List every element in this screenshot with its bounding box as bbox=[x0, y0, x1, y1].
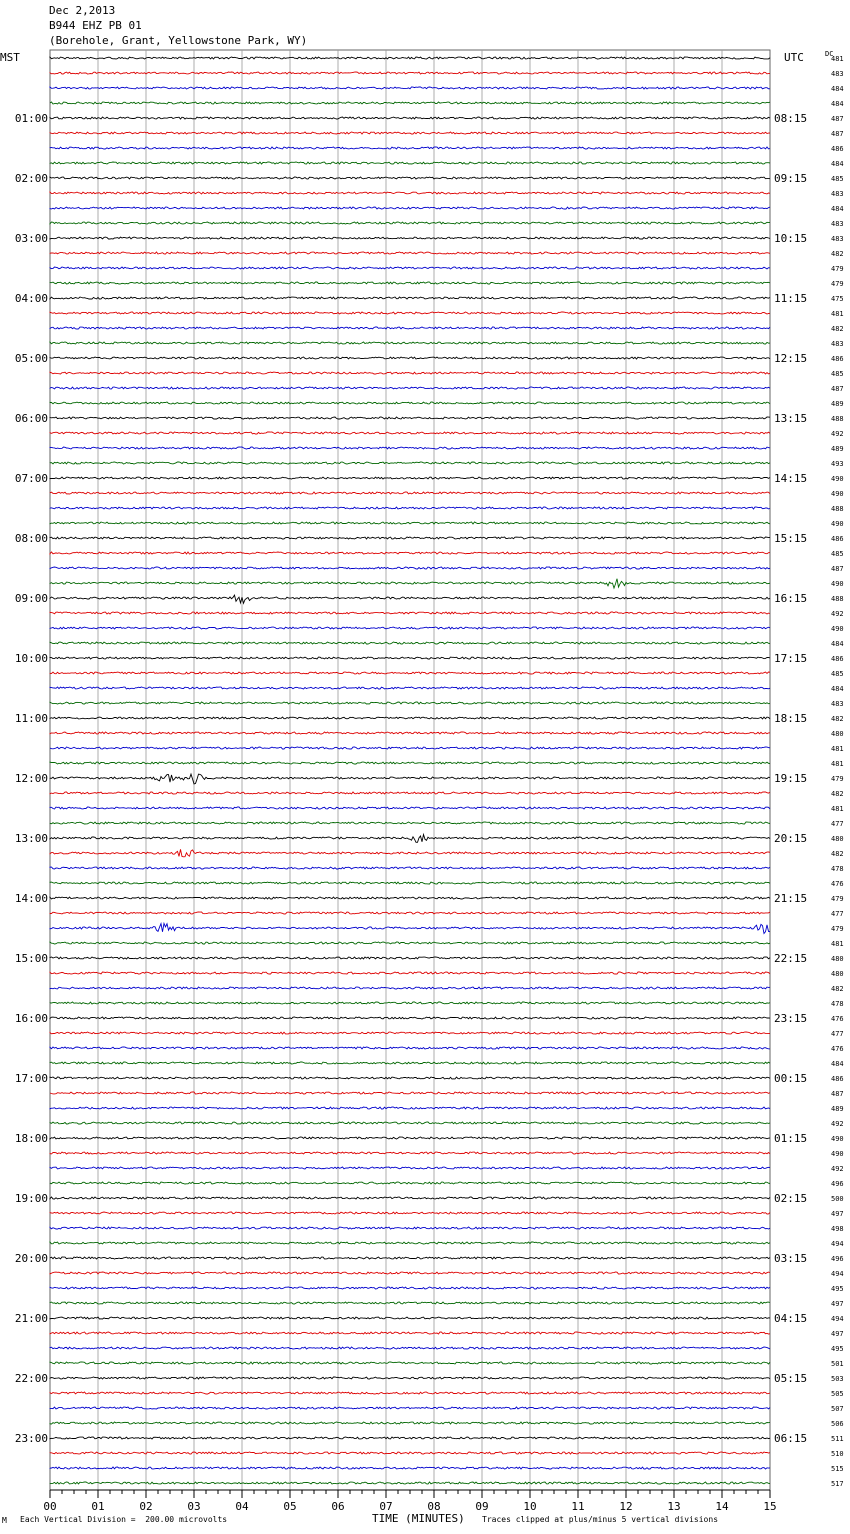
seismic-trace bbox=[50, 1122, 770, 1124]
x-tick-label: 02 bbox=[139, 1500, 153, 1513]
mst-hour-label: 08:00 bbox=[14, 532, 48, 545]
dc-offset-label: 492 bbox=[831, 1120, 844, 1128]
seismic-trace bbox=[50, 774, 770, 784]
seismic-trace bbox=[50, 177, 770, 179]
utc-hour-label: 22:15 bbox=[774, 952, 808, 965]
dc-offset-label: 477 bbox=[831, 820, 844, 828]
seismic-trace bbox=[50, 1377, 770, 1379]
mst-hour-label: 11:00 bbox=[14, 712, 48, 725]
dc-offset-label: 495 bbox=[831, 1345, 844, 1353]
dc-offset-label: 481 bbox=[831, 760, 844, 768]
mst-hour-label: 06:00 bbox=[14, 412, 48, 425]
dc-offset-label: 486 bbox=[831, 655, 844, 663]
dc-offset-label: 485 bbox=[831, 550, 844, 558]
mst-hour-label: 12:00 bbox=[14, 772, 48, 785]
seismic-trace bbox=[50, 882, 770, 884]
seismic-trace bbox=[50, 1407, 770, 1409]
x-tick-label: 05 bbox=[283, 1500, 297, 1513]
dc-offset-label: 495 bbox=[831, 1285, 844, 1293]
dc-offset-label: 507 bbox=[831, 1405, 844, 1413]
utc-hour-label: 23:15 bbox=[774, 1012, 808, 1025]
mst-hour-label: 02:00 bbox=[14, 172, 48, 185]
dc-offset-label: 506 bbox=[831, 1420, 844, 1428]
dc-offset-label: 501 bbox=[831, 1360, 844, 1368]
dc-offset-label: 484 bbox=[831, 100, 844, 108]
x-tick-label: 13 bbox=[667, 1500, 681, 1513]
dc-offset-label: 497 bbox=[831, 1210, 844, 1218]
dc-offset-label: 476 bbox=[831, 880, 844, 888]
mst-hour-label: 18:00 bbox=[14, 1132, 48, 1145]
dc-offset-label: 492 bbox=[831, 430, 844, 438]
station-code: B944 EHZ PB 01 bbox=[49, 19, 142, 32]
dc-offset-label: 484 bbox=[831, 640, 844, 648]
seismic-trace bbox=[50, 102, 770, 104]
dc-offset-label: 479 bbox=[831, 895, 844, 903]
dc-offset-label: 490 bbox=[831, 490, 844, 498]
dc-offset-label: 478 bbox=[831, 1000, 844, 1008]
x-tick-label: 00 bbox=[43, 1500, 57, 1513]
dc-offset-label: 476 bbox=[831, 1045, 844, 1053]
seismic-trace bbox=[50, 717, 770, 719]
seismic-trace bbox=[50, 1137, 770, 1139]
utc-hour-label: 02:15 bbox=[774, 1192, 808, 1205]
dc-offset-label: 486 bbox=[831, 535, 844, 543]
dc-offset-label: 493 bbox=[831, 460, 844, 468]
seismic-trace bbox=[50, 897, 770, 899]
dc-offset-label: 483 bbox=[831, 235, 844, 243]
seismic-trace bbox=[50, 642, 770, 644]
seismic-trace bbox=[50, 1467, 770, 1469]
dc-offset-label: 488 bbox=[831, 505, 844, 513]
dc-offset-label: 496 bbox=[831, 1255, 844, 1263]
seismic-trace bbox=[50, 672, 770, 674]
dc-offset-label: 489 bbox=[831, 1105, 844, 1113]
seismic-trace bbox=[50, 1332, 770, 1334]
seismic-trace bbox=[50, 342, 770, 344]
seismic-trace bbox=[50, 1317, 770, 1319]
dc-offset-label: 505 bbox=[831, 1390, 844, 1398]
seismic-trace bbox=[50, 1452, 770, 1454]
seismic-trace bbox=[50, 612, 770, 614]
x-tick-label: 11 bbox=[571, 1500, 585, 1513]
dc-offset-label: 498 bbox=[831, 1225, 844, 1233]
mst-hour-label: 17:00 bbox=[14, 1072, 48, 1085]
dc-offset-label: 486 bbox=[831, 145, 844, 153]
seismic-trace bbox=[50, 372, 770, 374]
dc-offset-label: 484 bbox=[831, 205, 844, 213]
dc-offset-label: 494 bbox=[831, 1240, 844, 1248]
clip-note: Traces clipped at plus/minus 5 vertical divisions bbox=[482, 1515, 719, 1524]
mst-hour-label: 10:00 bbox=[14, 652, 48, 665]
utc-hour-label: 17:15 bbox=[774, 652, 808, 665]
grid-layer bbox=[50, 50, 770, 1490]
seismic-trace bbox=[50, 1092, 770, 1094]
dc-offset-label: 487 bbox=[831, 115, 844, 123]
seismic-trace bbox=[50, 87, 770, 89]
utc-hour-label: 06:15 bbox=[774, 1432, 808, 1445]
seismic-trace bbox=[50, 1107, 770, 1109]
x-tick-label: 08 bbox=[427, 1500, 441, 1513]
x-tick-label: 12 bbox=[619, 1500, 633, 1513]
mst-hour-label: 19:00 bbox=[14, 1192, 48, 1205]
dc-offset-label: 500 bbox=[831, 1195, 844, 1203]
seismic-trace bbox=[50, 1062, 770, 1064]
dc-offset-label: 484 bbox=[831, 1060, 844, 1068]
dc-offset-label: 497 bbox=[831, 1300, 844, 1308]
x-tick-label: 04 bbox=[235, 1500, 249, 1513]
seismic-trace bbox=[50, 1167, 770, 1169]
seismic-trace bbox=[50, 822, 770, 824]
seismic-trace bbox=[50, 579, 770, 588]
seismic-trace bbox=[50, 732, 770, 734]
dc-offset-label: 489 bbox=[831, 445, 844, 453]
dc-offset-label: 486 bbox=[831, 355, 844, 363]
mst-hour-label: 03:00 bbox=[14, 232, 48, 245]
dc-offset-label: 484 bbox=[831, 85, 844, 93]
dc-offset-label: 482 bbox=[831, 790, 844, 798]
seismic-trace bbox=[50, 849, 770, 856]
utc-hour-label: 10:15 bbox=[774, 232, 808, 245]
seismic-trace bbox=[50, 1257, 770, 1259]
dc-offset-label: 490 bbox=[831, 475, 844, 483]
utc-hour-label: 13:15 bbox=[774, 412, 808, 425]
seismic-trace bbox=[50, 1047, 770, 1049]
x-tick-label: 09 bbox=[475, 1500, 489, 1513]
dc-offset-label: 480 bbox=[831, 955, 844, 963]
dc-offset-label: 483 bbox=[831, 340, 844, 348]
mst-hour-label: 15:00 bbox=[14, 952, 48, 965]
seismic-trace bbox=[50, 1227, 770, 1229]
dc-offset-label: 492 bbox=[831, 1165, 844, 1173]
seismic-trace bbox=[50, 627, 770, 629]
dc-offset-label: 479 bbox=[831, 280, 844, 288]
mst-hour-label: 14:00 bbox=[14, 892, 48, 905]
mst-hour-label: 09:00 bbox=[14, 592, 48, 605]
dc-offset-label: 487 bbox=[831, 130, 844, 138]
dc-offset-label: 481 bbox=[831, 310, 844, 318]
utc-hour-label: 16:15 bbox=[774, 592, 808, 605]
dc-offset-label: 480 bbox=[831, 835, 844, 843]
seismic-trace bbox=[50, 1212, 770, 1214]
seismic-trace bbox=[50, 522, 770, 524]
seismic-trace bbox=[50, 1302, 770, 1304]
dc-header-label: DC bbox=[825, 50, 834, 58]
dc-offset-label: 503 bbox=[831, 1375, 844, 1383]
dc-offset-label: 487 bbox=[831, 1090, 844, 1098]
mst-hour-label: 05:00 bbox=[14, 352, 48, 365]
dc-offset-label: 490 bbox=[831, 1135, 844, 1143]
axis-layer bbox=[43, 1490, 776, 1513]
seismic-trace bbox=[50, 942, 770, 944]
seismic-trace bbox=[50, 417, 770, 419]
x-tick-label: 01 bbox=[91, 1500, 105, 1513]
dc-offset-label: 494 bbox=[831, 1315, 844, 1323]
utc-hour-label: 20:15 bbox=[774, 832, 808, 845]
seismic-trace bbox=[50, 492, 770, 494]
dc-offset-label: 481 bbox=[831, 805, 844, 813]
dc-offset-label: 479 bbox=[831, 265, 844, 273]
seismic-trace bbox=[50, 1077, 770, 1079]
dc-offset-label: 475 bbox=[831, 295, 844, 303]
dc-offset-label: 490 bbox=[831, 1150, 844, 1158]
dc-offset-label: 483 bbox=[831, 220, 844, 228]
mst-hour-label: 23:00 bbox=[14, 1432, 48, 1445]
station-location: (Borehole, Grant, Yellowstone Park, WY) bbox=[49, 34, 308, 47]
plot-frame bbox=[50, 50, 770, 1490]
mst-label: MST bbox=[0, 51, 20, 64]
seismic-trace bbox=[50, 567, 770, 569]
dc-offset-label: 494 bbox=[831, 1270, 844, 1278]
dc-offset-label: 487 bbox=[831, 565, 844, 573]
dc-offset-label: 517 bbox=[831, 1480, 844, 1488]
mst-hour-label: 20:00 bbox=[14, 1252, 48, 1265]
seismic-trace bbox=[50, 222, 770, 224]
dc-offset-label: 515 bbox=[831, 1465, 844, 1473]
dc-offset-label: 492 bbox=[831, 610, 844, 618]
dc-offset-label: 482 bbox=[831, 325, 844, 333]
seismic-trace bbox=[50, 312, 770, 314]
seismic-trace bbox=[50, 1032, 770, 1034]
dc-offset-label: 485 bbox=[831, 670, 844, 678]
seismic-trace bbox=[50, 1152, 770, 1154]
seismic-trace bbox=[50, 1437, 770, 1439]
dc-offset-label: 482 bbox=[831, 715, 844, 723]
utc-hour-label: 21:15 bbox=[774, 892, 808, 905]
scale-note: Each Vertical Division = 200.00 microvolts bbox=[20, 1515, 228, 1524]
utc-hour-label: 04:15 bbox=[774, 1312, 808, 1325]
x-tick-label: 03 bbox=[187, 1500, 201, 1513]
x-tick-label: 10 bbox=[523, 1500, 537, 1513]
dc-offset-label: 485 bbox=[831, 370, 844, 378]
seismic-trace bbox=[50, 447, 770, 449]
seismic-trace bbox=[50, 507, 770, 509]
chart-date: Dec 2,2013 bbox=[49, 4, 116, 17]
utc-hour-label: 19:15 bbox=[774, 772, 808, 785]
dc-offset-label: 497 bbox=[831, 1330, 844, 1338]
utc-hour-label: 18:15 bbox=[774, 712, 808, 725]
seismic-trace bbox=[50, 972, 770, 974]
dc-offset-label: 490 bbox=[831, 580, 844, 588]
dc-offset-label: 511 bbox=[831, 1435, 844, 1443]
seismic-trace bbox=[50, 1272, 770, 1274]
dc-offset-label: 484 bbox=[831, 160, 844, 168]
seismic-trace bbox=[50, 537, 770, 539]
seismic-trace bbox=[50, 147, 770, 149]
dc-offset-label: 479 bbox=[831, 775, 844, 783]
utc-hour-label: 12:15 bbox=[774, 352, 808, 365]
x-tick-label: 14 bbox=[715, 1500, 729, 1513]
dc-offset-label: 477 bbox=[831, 910, 844, 918]
dc-offset-label: 496 bbox=[831, 1180, 844, 1188]
seismic-trace bbox=[50, 987, 770, 989]
trace-layer bbox=[50, 57, 770, 1484]
dc-offset-label: 480 bbox=[831, 730, 844, 738]
dc-offset-label: 490 bbox=[831, 625, 844, 633]
seismic-trace bbox=[50, 657, 770, 659]
dc-offset-label: 487 bbox=[831, 385, 844, 393]
utc-hour-label: 00:15 bbox=[774, 1072, 808, 1085]
seismic-trace bbox=[50, 1197, 770, 1199]
mst-hour-label: 22:00 bbox=[14, 1372, 48, 1385]
seismic-trace bbox=[50, 1392, 770, 1394]
seismic-trace bbox=[50, 923, 770, 933]
seismic-trace bbox=[50, 1002, 770, 1004]
seismic-trace bbox=[50, 595, 770, 603]
dc-offset-label: 489 bbox=[831, 400, 844, 408]
dc-offset-label: 482 bbox=[831, 985, 844, 993]
seismic-trace bbox=[50, 1347, 770, 1349]
seismic-trace bbox=[50, 402, 770, 404]
dc-offset-label: 481 bbox=[831, 55, 844, 63]
seismic-trace bbox=[50, 702, 770, 704]
seismic-trace bbox=[50, 792, 770, 794]
x-tick-label: 15 bbox=[763, 1500, 777, 1513]
seismic-trace bbox=[50, 957, 770, 959]
seismic-trace bbox=[50, 867, 770, 869]
mst-hour-label: 16:00 bbox=[14, 1012, 48, 1025]
x-tick-label: 06 bbox=[331, 1500, 345, 1513]
utc-hour-label: 05:15 bbox=[774, 1372, 808, 1385]
seismic-trace bbox=[50, 252, 770, 254]
seismic-trace bbox=[50, 57, 770, 59]
seismic-trace bbox=[50, 72, 770, 74]
seismic-trace bbox=[50, 552, 770, 554]
dc-offset-label: 488 bbox=[831, 415, 844, 423]
seismic-trace bbox=[50, 237, 770, 239]
mst-hour-label: 04:00 bbox=[14, 292, 48, 305]
seismic-trace bbox=[50, 432, 770, 434]
seismic-trace bbox=[50, 462, 770, 464]
seismic-trace bbox=[50, 297, 770, 299]
dc-offset-label: 480 bbox=[831, 970, 844, 978]
utc-hour-label: 11:15 bbox=[774, 292, 808, 305]
utc-hour-label: 08:15 bbox=[774, 112, 808, 125]
dc-offset-label: 484 bbox=[831, 685, 844, 693]
seismic-trace bbox=[50, 1287, 770, 1289]
seismic-trace bbox=[50, 327, 770, 329]
seismic-trace bbox=[50, 132, 770, 134]
dc-offset-label: 483 bbox=[831, 700, 844, 708]
seismic-trace bbox=[50, 1017, 770, 1019]
dc-offset-label: 478 bbox=[831, 865, 844, 873]
seismic-trace bbox=[50, 357, 770, 359]
mst-hour-label: 01:00 bbox=[14, 112, 48, 125]
utc-hour-label: 09:15 bbox=[774, 172, 808, 185]
seismic-trace bbox=[50, 117, 770, 119]
seismic-trace bbox=[50, 1422, 770, 1424]
dc-offset-label: 510 bbox=[831, 1450, 844, 1458]
mst-hour-label: 07:00 bbox=[14, 472, 48, 485]
seismic-trace bbox=[50, 912, 770, 914]
dc-offset-label: 490 bbox=[831, 520, 844, 528]
seismic-trace bbox=[50, 162, 770, 164]
dc-offset-label: 479 bbox=[831, 925, 844, 933]
seismic-trace bbox=[50, 192, 770, 194]
utc-label: UTC bbox=[784, 51, 804, 64]
dc-offset-label: 481 bbox=[831, 745, 844, 753]
seismic-trace bbox=[50, 267, 770, 269]
dc-offset-label: 485 bbox=[831, 175, 844, 183]
dc-offset-label: 486 bbox=[831, 1075, 844, 1083]
utc-hour-label: 15:15 bbox=[774, 532, 808, 545]
utc-hour-label: 01:15 bbox=[774, 1132, 808, 1145]
mst-hour-label: 13:00 bbox=[14, 832, 48, 845]
seismic-trace bbox=[50, 1362, 770, 1364]
x-axis-title: TIME (MINUTES) bbox=[372, 1512, 465, 1525]
seismic-trace bbox=[50, 807, 770, 809]
seismic-trace bbox=[50, 1242, 770, 1244]
seismic-trace bbox=[50, 687, 770, 689]
dc-offset-label: 477 bbox=[831, 1030, 844, 1038]
utc-hour-label: 03:15 bbox=[774, 1252, 808, 1265]
dc-offset-label: 483 bbox=[831, 70, 844, 78]
seismic-trace bbox=[50, 477, 770, 479]
seismic-trace bbox=[50, 1482, 770, 1484]
seismic-trace bbox=[50, 762, 770, 764]
dc-offset-label: 483 bbox=[831, 190, 844, 198]
seismic-trace bbox=[50, 387, 770, 389]
mst-hour-label: 21:00 bbox=[14, 1312, 48, 1325]
dc-offset-label: 481 bbox=[831, 940, 844, 948]
dc-offset-label: 482 bbox=[831, 250, 844, 258]
seismic-trace bbox=[50, 1182, 770, 1184]
dc-offset-label: 482 bbox=[831, 850, 844, 858]
utc-hour-label: 14:15 bbox=[774, 472, 808, 485]
corner-mark: M bbox=[2, 1516, 7, 1525]
seismic-trace bbox=[50, 207, 770, 209]
seismic-trace bbox=[50, 747, 770, 749]
dc-offset-label: 476 bbox=[831, 1015, 844, 1023]
seismic-trace bbox=[50, 282, 770, 284]
dc-offset-label: 488 bbox=[831, 595, 844, 603]
x-tick-label: 07 bbox=[379, 1500, 393, 1513]
seismic-trace bbox=[50, 835, 770, 843]
